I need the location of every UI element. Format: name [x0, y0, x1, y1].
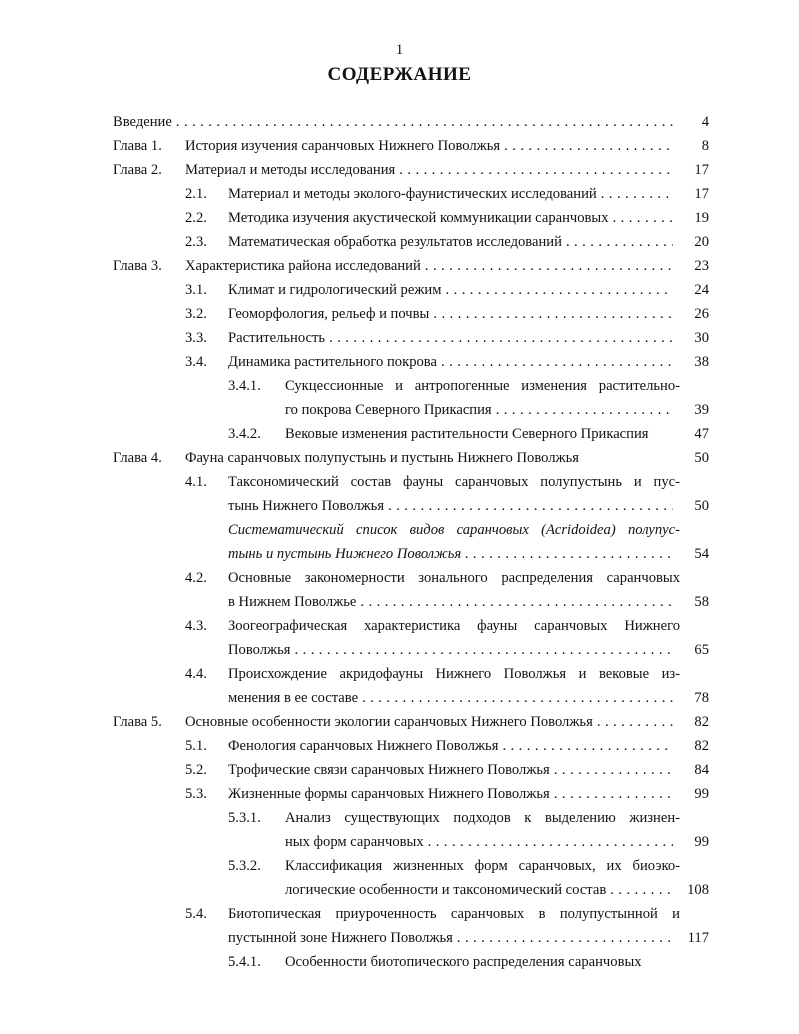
toc-entry-page: 108 — [687, 882, 709, 898]
toc-entry-page: 20 — [694, 234, 709, 250]
toc-entry-page: 24 — [694, 282, 709, 298]
toc-entry-continuation[interactable] — [0, 686, 799, 710]
toc-entry-label: Глава 3. — [113, 258, 162, 274]
page-title: СОДЕРЖАНИЕ — [327, 64, 472, 85]
toc-entry-text: Сукцессионные и антропогенные изменения растительно- — [285, 378, 680, 394]
toc-entry-text: Геоморфология, рельеф и почвы . . . — [228, 302, 673, 326]
toc-entry[interactable] — [0, 854, 799, 878]
toc-entry-text: Климат и гидрологический режим . . . — [228, 278, 673, 302]
toc-entry-label: Глава 4. — [113, 450, 162, 466]
toc-entry[interactable] — [0, 278, 799, 302]
toc-entry-text: Методика изучения акустической коммуникации саранчовых . . . — [228, 206, 673, 230]
toc-entry[interactable] — [0, 350, 799, 374]
toc-entry-text: Зоогеографическая характеристика фауны саранчовых Нижнего — [228, 618, 680, 634]
toc-entry-text: Материал и методы исследования . . . — [185, 158, 673, 182]
toc-entry-text: История изучения саранчовых Нижнего Поволжья . . . — [185, 134, 673, 158]
toc-entry-label: 3.4.2. — [228, 426, 261, 442]
toc-entry-label: 5.4.1. — [228, 954, 261, 970]
toc-entry[interactable] — [0, 518, 799, 542]
toc-entry-page: 23 — [694, 258, 709, 274]
toc-entry-label: 3.1. — [185, 282, 207, 298]
toc-entry-text: Жизненные формы саранчовых Нижнего Поволжья . . . — [228, 782, 673, 806]
toc-entry-label: 3.4. — [185, 354, 207, 370]
toc-entry-label: 4.4. — [185, 666, 207, 682]
toc-entry-label: 4.3. — [185, 618, 207, 634]
toc-entry[interactable] — [0, 734, 799, 758]
toc-entry-page: 47 — [694, 426, 709, 442]
toc-entry[interactable] — [0, 182, 799, 206]
toc-entry-continuation[interactable] — [0, 878, 799, 902]
toc-entry[interactable] — [0, 302, 799, 326]
toc-entry-continuation[interactable] — [0, 638, 799, 662]
toc-entry-page: 82 — [694, 714, 709, 730]
toc-entry-text: Биотопическая приуроченность саранчовых в полупустынной и — [228, 906, 680, 922]
toc-entry-text: Вековые изменения растительности Северного Прикаспия — [285, 426, 649, 442]
toc-entry[interactable] — [0, 254, 799, 278]
toc-entry-text: тынь Нижнего Поволжья . . . — [228, 494, 673, 518]
toc-entry-label: 5.3.2. — [228, 858, 261, 874]
toc-entry-page: 38 — [694, 354, 709, 370]
toc-entry[interactable] — [0, 662, 799, 686]
toc-entry-page: 99 — [694, 786, 709, 802]
toc-entry-page: 8 — [701, 138, 709, 154]
toc-entry-text: Динамика растительного покрова . . . — [228, 350, 673, 374]
toc-entry-text: Поволжья . . . — [228, 638, 673, 662]
toc-entry-text: Основные особенности экологии саранчовых Нижнего Поволжья . . . — [185, 710, 673, 734]
toc-entry[interactable] — [0, 470, 799, 494]
toc-entry[interactable] — [0, 566, 799, 590]
toc-entry-page: 54 — [694, 546, 709, 562]
toc-entry-label: Глава 5. — [113, 714, 162, 730]
toc-entry-page: 4 — [701, 114, 709, 130]
toc-entry[interactable] — [0, 158, 799, 182]
toc-entry-text: Материал и методы эколого-фаунистических исследований . . . — [228, 182, 673, 206]
toc-entry[interactable] — [0, 446, 799, 470]
toc-entry-text: в Нижнем Поволжье . . . — [228, 590, 673, 614]
toc-entry-text: тынь и пустынь Нижнего Поволжья . . . — [228, 542, 673, 566]
toc-entry-continuation[interactable] — [0, 830, 799, 854]
toc-entry-text: го покрова Северного Прикаспия . . . — [285, 398, 673, 422]
toc-entry-text: Классификация жизненных форм саранчовых, их биоэко- — [285, 858, 680, 874]
toc-entry-label: 5.4. — [185, 906, 207, 922]
toc-entry-page: 39 — [694, 402, 709, 418]
toc-entry[interactable] — [0, 950, 799, 974]
table-of-contents — [0, 110, 799, 974]
toc-entry-label: 3.3. — [185, 330, 207, 346]
toc-entry[interactable] — [0, 110, 799, 134]
toc-entry-continuation[interactable] — [0, 494, 799, 518]
toc-entry-text: Особенности биотопического распределения саранчовых — [285, 954, 642, 970]
page-number: 1 — [395, 42, 404, 58]
toc-entry-text: Фауна саранчовых полупустынь и пустынь Нижнего Поволжья — [185, 450, 579, 466]
toc-entry[interactable] — [0, 758, 799, 782]
toc-entry-page: 26 — [694, 306, 709, 322]
toc-entry[interactable] — [0, 230, 799, 254]
toc-entry[interactable] — [0, 206, 799, 230]
toc-entry-text: Трофические связи саранчовых Нижнего Поволжья . . . — [228, 758, 673, 782]
toc-entry[interactable] — [0, 422, 799, 446]
toc-entry-label: 4.1. — [185, 474, 207, 490]
toc-entry-label: 3.4.1. — [228, 378, 261, 394]
toc-entry[interactable] — [0, 134, 799, 158]
toc-entry-continuation[interactable] — [0, 926, 799, 950]
toc-entry-continuation[interactable] — [0, 398, 799, 422]
toc-entry-page: 65 — [694, 642, 709, 658]
toc-entry[interactable] — [0, 902, 799, 926]
toc-entry-text: Таксономический состав фауны саранчовых полупустынь и пус- — [228, 474, 680, 490]
toc-entry-page: 84 — [694, 762, 709, 778]
toc-entry-label: 5.1. — [185, 738, 207, 754]
toc-entry-label: 4.2. — [185, 570, 207, 586]
toc-entry[interactable] — [0, 326, 799, 350]
toc-entry-page: 82 — [694, 738, 709, 754]
toc-entry-page: 17 — [694, 162, 709, 178]
toc-entry-label: 5.3. — [185, 786, 207, 802]
toc-entry-continuation[interactable] — [0, 590, 799, 614]
toc-entry-page: 78 — [694, 690, 709, 706]
toc-entry-text: ных форм саранчовых . . . — [285, 830, 673, 854]
toc-entry-text: менения в ее составе . . . — [228, 686, 673, 710]
toc-entry-label: 5.2. — [185, 762, 207, 778]
toc-entry-page: 17 — [694, 186, 709, 202]
toc-entry-page: 58 — [694, 594, 709, 610]
toc-entry[interactable] — [0, 710, 799, 734]
toc-entry-continuation[interactable] — [0, 542, 799, 566]
toc-entry-label: 5.3.1. — [228, 810, 261, 826]
toc-entry-text: Систематический список видов саранчовых (Acridoidea) полупус- — [228, 522, 680, 538]
toc-entry-label: Глава 2. — [113, 162, 162, 178]
toc-entry[interactable] — [0, 782, 799, 806]
toc-entry-text: Основные закономерности зонального распределения саранчовых — [228, 570, 680, 586]
toc-entry-text: Фенология саранчовых Нижнего Поволжья . . . — [228, 734, 673, 758]
toc-entry-page: 19 — [694, 210, 709, 226]
toc-entry-label: 3.2. — [185, 306, 207, 322]
toc-entry[interactable] — [0, 614, 799, 638]
toc-entry[interactable] — [0, 806, 799, 830]
toc-entry-label: 2.2. — [185, 210, 207, 226]
toc-entry[interactable] — [0, 374, 799, 398]
toc-entry-page: 30 — [694, 330, 709, 346]
toc-entry-text: логические особенности и таксономический состав . . . — [285, 878, 673, 902]
toc-entry-text: Происхождение акридофауны Нижнего Поволжья и вековые из- — [228, 666, 680, 682]
toc-entry-page: 99 — [694, 834, 709, 850]
toc-entry-page: 50 — [694, 498, 709, 514]
toc-entry-text: Характеристика района исследований . . . — [185, 254, 673, 278]
toc-entry-page: 50 — [694, 450, 709, 466]
toc-entry-text: Растительность . . . — [228, 326, 673, 350]
toc-entry-text: Математическая обработка результатов исследований . . . — [228, 230, 673, 254]
toc-entry-text: Введение . . . — [113, 110, 673, 134]
toc-entry-label: Глава 1. — [113, 138, 162, 154]
toc-entry-page: 117 — [687, 930, 709, 946]
toc-entry-text: Анализ существующих подходов к выделению жизнен- — [285, 810, 680, 826]
toc-entry-label: 2.3. — [185, 234, 207, 250]
toc-entry-text: пустынной зоне Нижнего Поволжья . . . — [228, 926, 673, 950]
toc-entry-label: 2.1. — [185, 186, 207, 202]
